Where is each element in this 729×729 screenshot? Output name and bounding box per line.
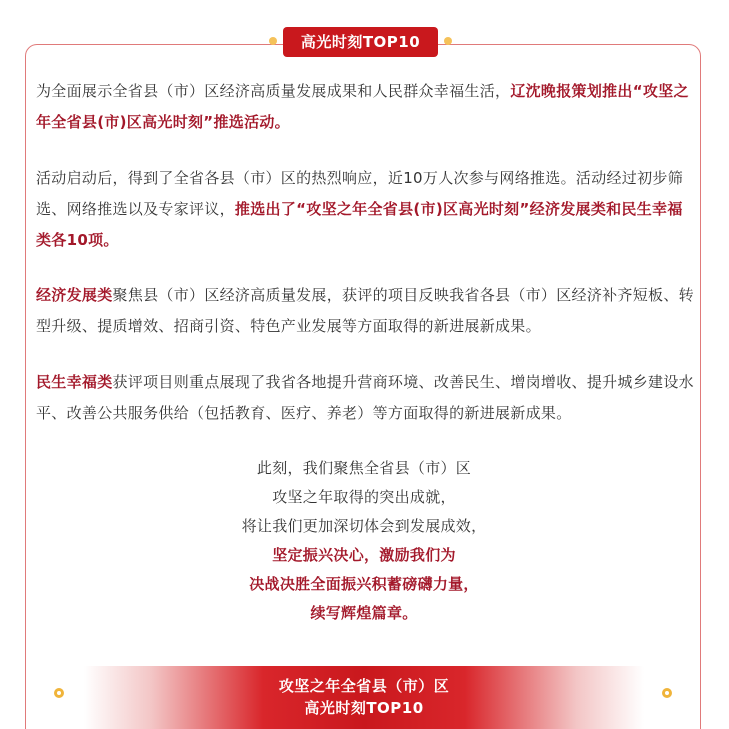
closing-highlight-line: 坚定振兴决心，激励我们为 [272,546,456,564]
intro-text: 为全面展示全省县（市）区经济高质量发展成果和人民群众幸福生活， [36,82,511,100]
livelihood-paragraph [36,367,696,429]
bottom-banner [84,666,644,729]
banner-line-1: 攻坚之年全省县（市）区 [278,677,450,695]
livelihood-text: 获评项目则重点展现了我省各地提升营商环境、改善民生、增岗增收、提升城乡建设水平、改善公共服务供给（包括教育、医疗、养老）等方面取得的新进展新成果。 [36,373,694,422]
closing-highlight-line: 续写辉煌篇章。 [310,604,418,622]
activity-highlight: 推选出了“攻坚之年全省县(市)区高光时刻”经济发展类和民生幸福类各10项。 [36,200,683,249]
decorative-dot-icon [662,688,672,698]
economic-paragraph [36,280,696,342]
economic-text: 聚焦县（市）区经济高质量发展，获评的项目反映我省各县（市）区经济补齐短板、转型升级、提质增效、招商引资、特色产业发展等方面取得的新进展新成果。 [36,286,694,335]
closing-highlight-line: 决战决胜全面振兴积蓄磅礴力量， [249,575,479,593]
activity-text: 活动启动后，得到了全省各县（市）区的热烈响应，近10万人次参与网络推选。活动经过初步筛选、网络推选以及专家评议， [36,169,683,218]
closing-line: 将让我们更加深切体会到发展成效， [241,517,487,535]
section-title-badge: 高光时刻TOP10 [283,27,438,57]
activity-paragraph [36,163,696,256]
closing-statement [36,454,692,628]
intro-paragraph [36,76,696,138]
decorative-dot-icon [54,688,64,698]
economic-category-label: 经济发展类 [36,286,113,304]
closing-line: 此刻，我们聚焦全省县（市）区 [256,459,472,477]
banner-line-2: 高光时刻TOP10 [304,699,424,717]
intro-highlight: 辽沈晚报策划推出“攻坚之年全省县(市)区高光时刻”推选活动。 [36,82,689,131]
closing-line: 攻坚之年取得的突出成就， [272,488,456,506]
livelihood-category-label: 民生幸福类 [36,373,113,391]
